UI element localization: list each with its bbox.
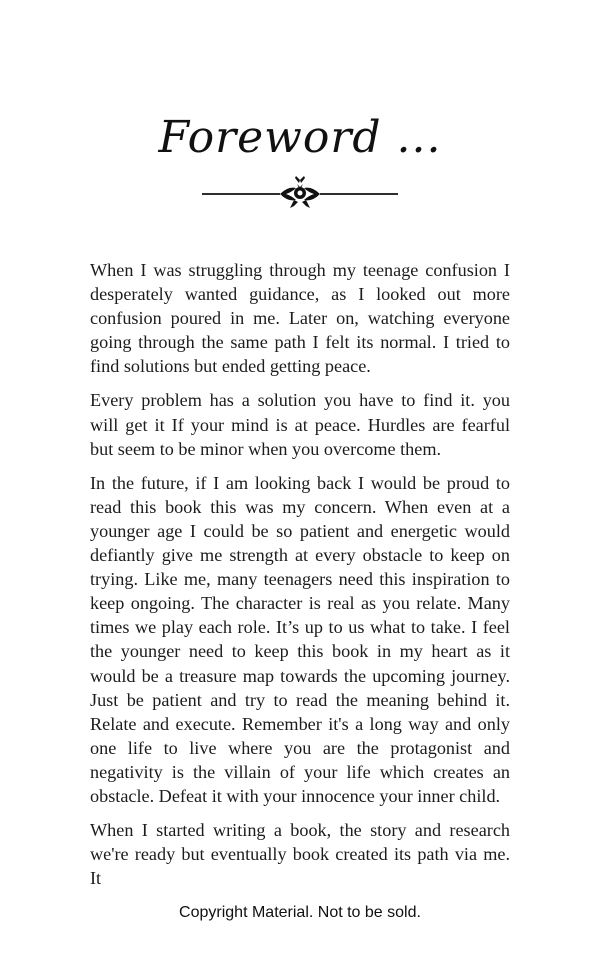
paragraph: When I started writing a book, the story and research we're ready but eventually book created its path via me. It	[90, 820, 510, 889]
foreword-body	[90, 258, 510, 900]
paragraph: When I was struggling through my teenage confusion I desperately wanted guidance, as I looked out more confusion poured in me. Later on, watching everyone going through the same path I felt its normal. I tried to find solutions but ended getting peace.	[90, 260, 510, 377]
flourish-divider-icon	[200, 176, 400, 212]
paragraph: In the future, if I am looking back I would be proud to read this book this was my concern. When even at a younger age I could be so patient and energetic would defiantly give me strength at every obstacle to keep on trying. Like me, many teenagers need this inspiration to keep ongoing. The character is real as you relate. Many times we play each role. It’s up to us what to take. I feel the younger need to keep this book in my heart as it would be a treasure map towards the upcoming journey. Just be patient and try to read the meaning behind it. Relate and execute. Remember it's a long way and only one life to live where you are the protagonist and negativity is the villain of your life which creates an obstacle. Defeat it with your innocence your inner child.	[90, 472, 510, 806]
paragraph: Every problem has a solution you have to find it. you will get it If your mind is at peace. Hurdles are fearful but seem to be minor when you overcome them.	[90, 390, 510, 459]
copyright-footer: Copyright Material. Not to be sold.	[179, 904, 421, 921]
page-title: Foreword ...	[158, 112, 442, 163]
